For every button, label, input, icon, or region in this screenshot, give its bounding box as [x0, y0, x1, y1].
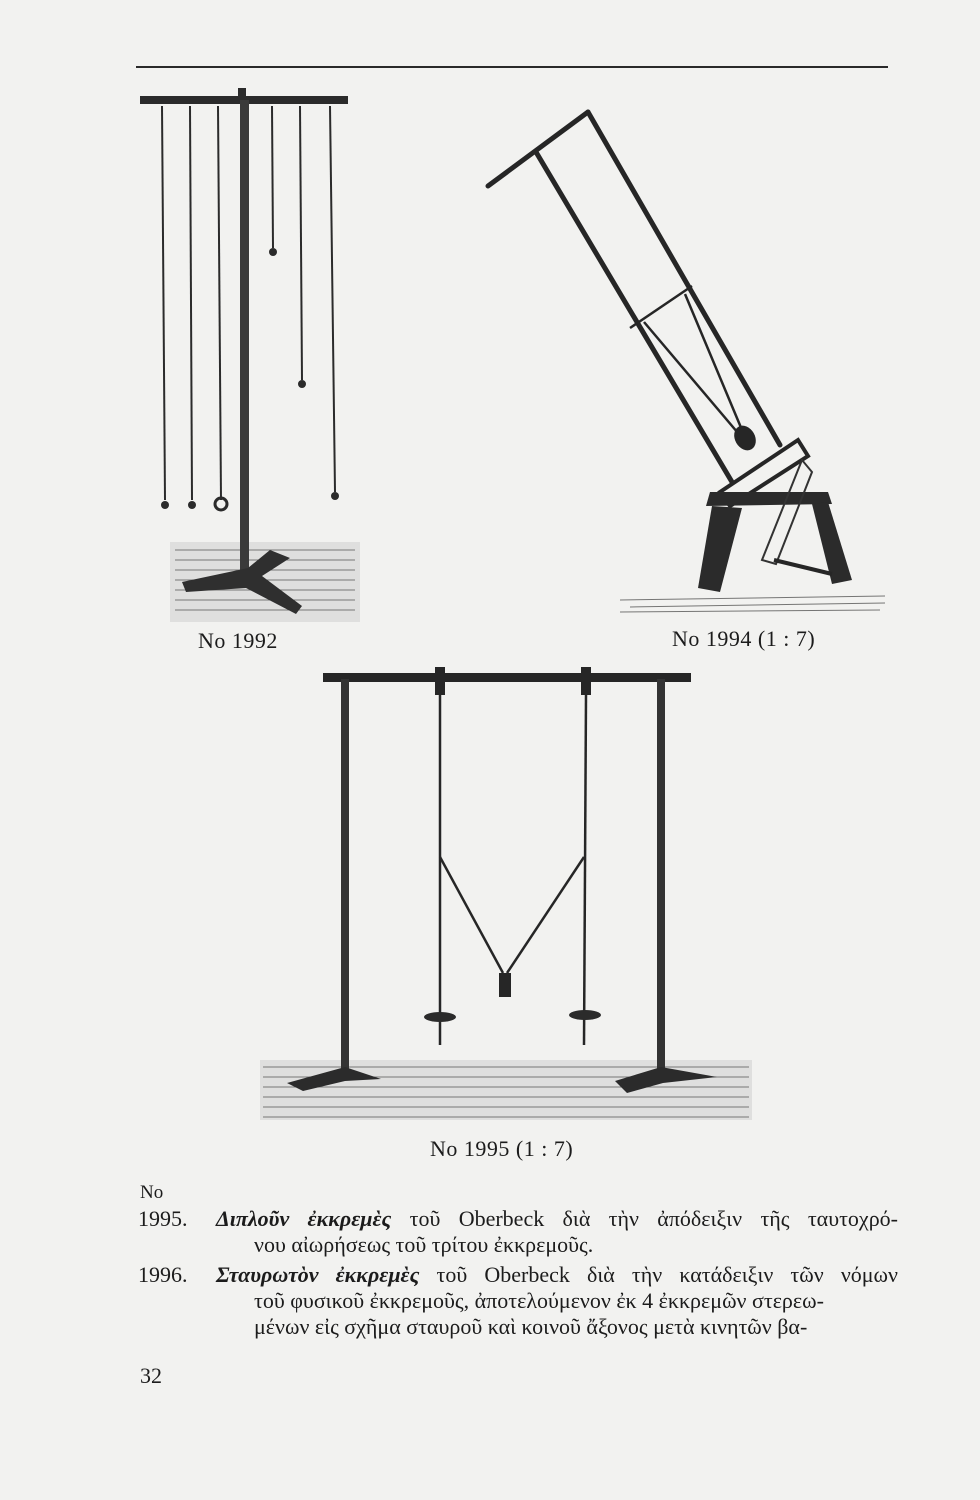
figure-1995-double-pendulum [255, 665, 755, 1130]
entry-title: Σταυρωτὸν ἐκκρεμὲς [216, 1262, 420, 1287]
entry-line-2: τοῦ φυσικοῦ ἐκκρεμοῦς, ἀποτελούμενον ἐκ 4 ἐκκρεμῶν στερεω- [254, 1288, 824, 1313]
figure-1994-inclined-pendulum [480, 100, 890, 620]
catalog-entry-1995 [138, 1206, 898, 1258]
top-rule [136, 66, 888, 68]
entry-text: τοῦ Oberbeck διὰ τὴν κατάδειξιν τῶν νόμων [436, 1262, 898, 1287]
entry-line-1 [216, 1262, 898, 1287]
entry-number: 1995. [138, 1206, 188, 1231]
caption-no-1992: No 1992 [198, 628, 278, 653]
column-header-no: No [140, 1182, 164, 1203]
entry-line-3: μένων εἰς σχῆμα σταυροῦ καὶ κοινοῦ ἄξονος μετὰ κινητῶν βα- [254, 1314, 808, 1339]
entry-text: τοῦ Oberbeck διὰ τὴν ἀπόδειξιν τῆς ταυτοχρό- [409, 1206, 899, 1231]
figure-1992-pendulum-stand [130, 80, 370, 630]
entry-title: Διπλοῦν ἐκκρεμὲς [216, 1206, 392, 1231]
entry-line-2: νου αἰωρήσεως τοῦ τρίτου ἐκκρεμοῦς. [254, 1232, 594, 1257]
page-number: 32 [140, 1363, 162, 1388]
caption-no-1995: No 1995 (1 : 7) [430, 1136, 574, 1161]
entry-number: 1996. [138, 1262, 188, 1287]
catalog-entry-1996 [138, 1262, 898, 1340]
entry-line-1 [216, 1206, 898, 1231]
caption-no-1994: No 1994 (1 : 7) [672, 626, 816, 651]
